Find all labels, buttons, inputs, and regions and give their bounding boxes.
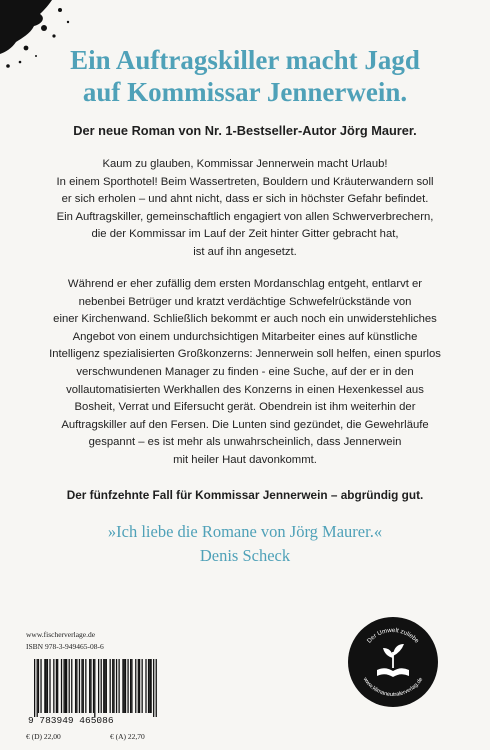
barcode-bar: [156, 659, 157, 717]
climate-neutral-badge: [347, 616, 439, 708]
blurb-line: verschwundenen Manager zu finden - eine Suche, auf der er in den: [76, 365, 414, 378]
blurb-line: Kaum zu glauben, Kommissar Jennerwein macht Urlaub!: [102, 158, 388, 170]
barcode-bar: [131, 659, 132, 713]
blurb-line: In einem Sporthotel! Beim Wassertreten, Bouldern und Kräuterwandern soll: [56, 175, 434, 188]
barcode-bar: [125, 659, 126, 713]
barcode-bar: [135, 659, 136, 713]
barcode-bar: [110, 659, 111, 713]
barcode-bar: [37, 659, 38, 717]
barcode: [26, 657, 161, 727]
blurb-line: Ein Auftragskiller, gemeinschaftlich engagiert von allen Schwerverbrechern,: [56, 210, 434, 223]
quote-author: Denis Scheck: [199, 546, 291, 565]
barcode-bar: [93, 659, 94, 713]
barcode-bar: [66, 659, 67, 713]
blurb-line: gespannt – es ist mehr als unwahrscheinlich, dass Jennerwein: [88, 436, 402, 449]
barcode-bar: [127, 659, 128, 713]
blurb-line: einer Kirchenwand. Schließlich bekommt er auch noch ein unwiderstehliches: [53, 313, 437, 326]
barcode-bar: [130, 659, 131, 713]
barcode-bar: [53, 659, 54, 713]
barcode-bar: [89, 659, 90, 713]
badge-top-text: Der Umwelt zuliebe: [365, 626, 421, 645]
blurb-line: Bosheit, Verrat und Eifersucht gerät. Obendrein ist ihm weiterhin der: [74, 401, 416, 414]
barcode-bar: [113, 659, 114, 713]
blurb-line: vollautomatisierten Werkhallen des Konzerns in einen Hexenkessel aus: [66, 383, 424, 396]
barcode-bar: [83, 659, 84, 713]
quote-text: »Ich liebe die Romane von Jörg Maurer.«: [107, 522, 383, 541]
barcode-bar: [85, 659, 86, 713]
barcode-bar: [101, 659, 102, 713]
headline: [0, 44, 490, 108]
barcode-number: 9 783949 465086: [28, 715, 114, 726]
publisher-url: www.fischerverlage.de: [26, 630, 96, 639]
barcode-bar: [63, 659, 64, 713]
barcode-bar: [79, 659, 80, 713]
barcode-bar: [116, 659, 117, 713]
barcode-bar: [71, 659, 72, 713]
blurb-line: die der Kommissar im Lauf der Zeit hinter Gitter gebracht hat,: [91, 228, 399, 241]
barcode-bar: [148, 659, 149, 713]
barcode-bar: [153, 659, 154, 717]
barcode-bar: [139, 659, 140, 713]
barcode-bar: [94, 659, 95, 717]
barcode-bar: [90, 659, 91, 713]
headline-line-2: auf Kommissar Jennerwein.: [82, 77, 408, 107]
barcode-bar: [138, 659, 139, 713]
barcode-bar: [118, 659, 119, 713]
barcode-bar: [98, 659, 99, 713]
blurb-line: er sich erholen – und ahnt nicht, dass er sich in höchster Gefahr befindet.: [61, 193, 429, 206]
barcode-bar: [142, 659, 143, 713]
barcode-bar: [47, 659, 48, 713]
tagline: Der fünfzehnte Fall für Kommissar Jennerwein – abgründig gut.: [66, 488, 424, 502]
barcode-bar: [122, 659, 123, 713]
barcode-bar: [38, 659, 39, 713]
blurb-line: Während er eher zufällig dem ersten Mordanschlag entgeht, entlarvt er: [67, 278, 423, 290]
barcode-bar: [65, 659, 66, 713]
barcode-bar: [40, 659, 41, 713]
isbn: ISBN 978-3-949465-08-6: [26, 642, 104, 651]
barcode-bar: [56, 659, 57, 713]
barcode-bar: [81, 659, 82, 713]
subheading: Der neue Roman von Nr. 1-Bestseller-Autor Jörg Maurer.: [73, 123, 417, 138]
barcode-bar: [150, 659, 151, 713]
blurb-paragraph-1: [22, 156, 468, 262]
barcode-bar: [124, 659, 125, 713]
barcode-bar: [57, 659, 58, 713]
barcode-bar: [75, 659, 76, 713]
price-germany: € (D) 22,00: [26, 732, 61, 741]
barcode-bar: [76, 659, 77, 713]
barcode-bar: [149, 659, 150, 713]
barcode-bar: [104, 659, 105, 713]
barcode-bar: [145, 659, 146, 713]
badge-bottom-text: www.klimaneutralerverlag.de: [361, 676, 425, 699]
barcode-bar: [61, 659, 62, 713]
barcode-bar: [103, 659, 104, 713]
blurb-paragraph-2: [22, 276, 468, 470]
barcode-bar: [49, 659, 50, 713]
barcode-bar: [44, 659, 45, 713]
blurb-line: nebenbei Betrüger und kratzt verdächtige Schwefelrückstände von: [78, 295, 412, 308]
barcode-bar: [112, 659, 113, 713]
headline-line-1: Ein Auftragskiller macht Jagd: [70, 45, 420, 75]
blurb-line: ist auf ihn angesetzt.: [193, 245, 297, 258]
price-austria: € (A) 22,70: [110, 732, 145, 741]
blurb-line: mit heiler Haut davonkommt.: [173, 453, 317, 466]
blurb-line: Angebot von einem undurchsichtigen Mitarbeiter eines auf künstliche: [72, 330, 418, 343]
barcode-bar: [46, 659, 47, 713]
barcode-bar: [106, 659, 107, 713]
blurb-line: Intelligenz spezialisierten Großkonzerns: Jennerwein soll helfen, einen spurlos: [49, 348, 441, 361]
barcode-bar: [34, 659, 35, 717]
review-quote: [0, 520, 490, 568]
blurb-line: Auftragskiller auf den Fersen. Die Lunten sind gezündet, die Gewehrläufe: [61, 418, 429, 431]
barcode-bar: [69, 659, 70, 713]
